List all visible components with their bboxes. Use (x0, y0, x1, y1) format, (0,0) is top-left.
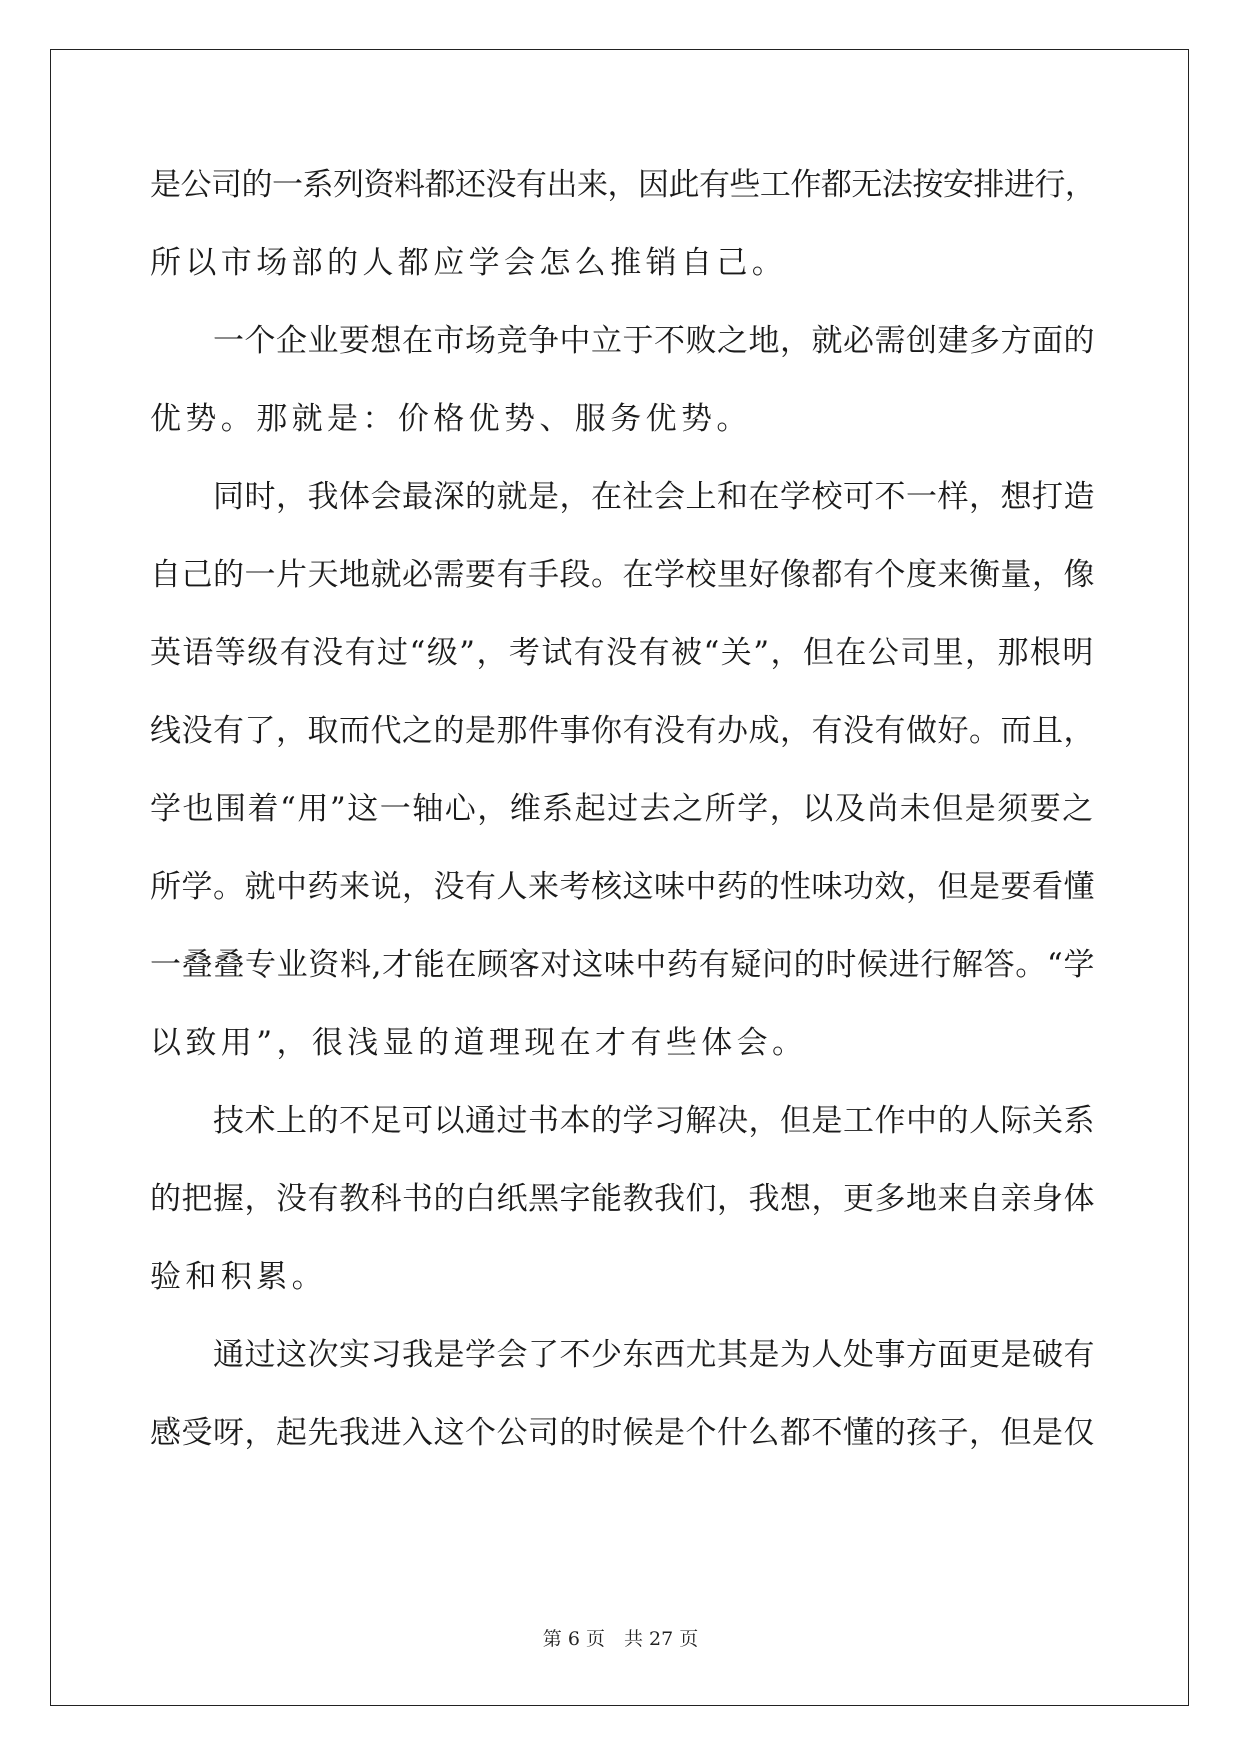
text-line: 验和积累。 (150, 1259, 327, 1295)
text-line: 技术上的不足可以通过书本的学习解决，但是工作中的人际关系 (150, 1103, 1095, 1139)
text-line: 所学。就中药来说，没有人来考核这味中药的性味功效，但是要看懂 (150, 869, 1095, 905)
text-line: 同时，我体会最深的就是，在社会上和在学校可不一样，想打造 (150, 479, 1095, 515)
page-number-footer: 第 6 页 共 27 页 (542, 1628, 699, 1650)
text-line: 感受呀，起先我进入这个公司的时候是个什么都不懂的孩子，但是仅 (150, 1415, 1095, 1451)
text-line: 学也围着“用”这一轴心，维系起过去之所学，以及尚未但是须要之 (150, 791, 1095, 827)
text-line: 以致用”，很浅显的道理现在才有些体会。 (150, 1025, 808, 1061)
text-line: 是公司的一系列资料都还没有出来，因此有些工作都无法按安排进行， (150, 167, 1096, 203)
text-line: 自己的一片天地就必需要有手段。在学校里好像都有个度来衡量，像 (150, 557, 1095, 593)
text-line: 一个企业要想在市场竞争中立于不败之地，就必需创建多方面的 (150, 323, 1095, 359)
text-line: 线没有了，取而代之的是那件事你有没有办成，有没有做好。而且， (150, 713, 1095, 749)
text-line: 英语等级有没有过“级”，考试有没有被“关”，但在公司里，那根明 (150, 635, 1095, 671)
text-line: 优势。那就是：价格优势、服务优势。 (150, 401, 752, 437)
text-line: 通过这次实习我是学会了不少东西尤其是为人处事方面更是破有 (150, 1337, 1095, 1373)
text-line: 一叠叠专业资料,才能在顾客对这味中药有疑问的时候进行解答。“学 (150, 947, 1096, 983)
document-body (150, 168, 1095, 1494)
text-line: 的把握，没有教科书的白纸黑字能教我们，我想，更多地来自亲身体 (150, 1181, 1095, 1217)
text-line: 所以市场部的人都应学会怎么推销自己。 (150, 245, 788, 281)
